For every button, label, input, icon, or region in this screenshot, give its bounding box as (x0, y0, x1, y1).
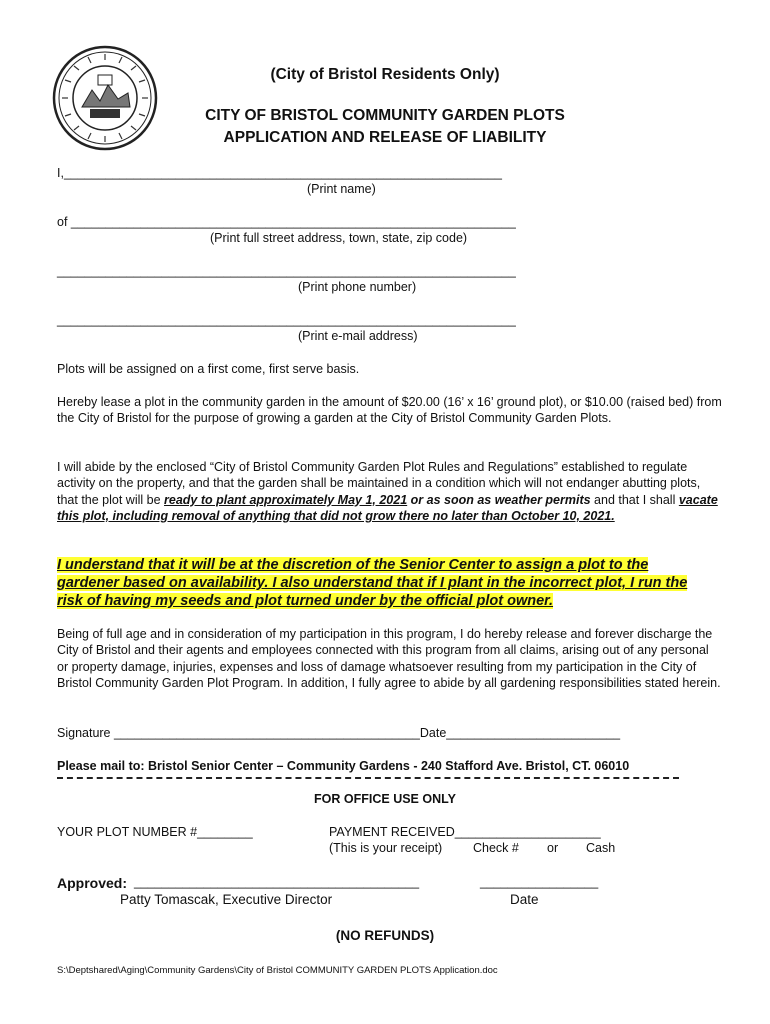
approved-label: Approved: (57, 875, 127, 891)
abide-text-1: I will abide by the enclosed “City of Bristol Community Garden Plot Rules and Regulations” established to regulate activity on the property, and that the garden shall be maintained in a condition which will not endanger abutting plots, that the plot will be (57, 460, 701, 507)
plot-number-field[interactable]: YOUR PLOT NUMBER #________ (57, 825, 253, 839)
director-name: Patty Tomascak, Executive Director (120, 892, 333, 907)
approved-date-caption: Date (510, 892, 539, 907)
name-field-caption: (Print name) (307, 182, 376, 196)
address-field-line[interactable]: of ________________________________________________________________ (57, 215, 516, 229)
cut-divider (57, 777, 679, 779)
phone-field-caption: (Print phone number) (298, 280, 417, 294)
approved-signature-line[interactable]: _________________________________________ (134, 875, 420, 889)
highlight-line-3: risk of having my seeds and plot turned under by the official plot owner. (57, 593, 554, 609)
phone-field-line[interactable]: __________________________________________________________________ (57, 264, 516, 278)
footer-file-path: S:\Deptshared\Aging\Community Gardens\City of Bristol COMMUNITY GARDEN PLOTS Application.doc (57, 965, 498, 976)
residents-only-heading: (City of Bristol Residents Only) (270, 66, 500, 83)
page-title-line2: APPLICATION AND RELEASE OF LIABILITY (223, 129, 547, 146)
mail-to-address: Please mail to: Bristol Senior Center – Community Gardens - 240 Stafford Ave. Bristol, CT. 06010 (57, 759, 630, 773)
first-come-text: Plots will be assigned on a first come, first serve basis. (57, 362, 360, 376)
highlighted-notice (57, 556, 737, 610)
release-text: Being of full age and in consideration of my participation in this program, I do hereby release and forever discharge the City of Bristol and their agents and employees connected with this program from all claims, arising out of any personal or property damage, injuries, expenses and loss of damage whatsoever resulting from my participation in the City of Bristol Community Garden Plot Program. In addition, I fully agree to abide by all gardening responsibilities stated herein. (57, 627, 721, 690)
lease-paragraph (57, 394, 722, 427)
no-refunds-notice: (NO REFUNDS) (335, 928, 435, 943)
payment-received-field[interactable]: PAYMENT RECEIVED_____________________ (329, 825, 601, 839)
office-use-heading: FOR OFFICE USE ONLY (314, 792, 456, 806)
or-label: or (547, 841, 559, 855)
highlight-line-1: I understand that it will be at the discretion of the Senior Center to assign a plot to the (57, 557, 649, 573)
ready-to-plant-date: ready to plant approximately May 1, 2021 (164, 492, 408, 507)
receipt-note: (This is your receipt) (329, 841, 443, 855)
vacate-plot-deadline: vacate this plot, including removal of anything that did not grow there no later than October 10, 2021. (57, 492, 718, 523)
release-paragraph (57, 626, 722, 691)
abide-text-3: and that I shall (590, 492, 679, 507)
page-title-line1: CITY OF BRISTOL COMMUNITY GARDEN PLOTS (205, 107, 565, 124)
weather-permits-text: or as soon as weather permits (407, 492, 591, 507)
approved-date-line[interactable]: _________________ (480, 875, 599, 889)
abide-paragraph (57, 459, 722, 524)
email-field-caption: (Print e-mail address) (298, 329, 418, 343)
check-label: Check # (473, 841, 519, 855)
highlight-line-2: gardener based on availability. I also understand that if I plant in the incorrect plot, I run the (57, 575, 688, 591)
signature-date-line[interactable]: Signature ____________________________________________Date_________________________ (57, 726, 621, 740)
cash-label: Cash (586, 841, 616, 855)
email-field-line[interactable]: __________________________________________________________________ (57, 313, 516, 327)
lease-text: Hereby lease a plot in the community garden in the amount of $20.00 (16’ x 16’ ground plot), or $10.00 (raised bed) from the City of Bristol for the purpose of growing a garden at the City of Bristol Community Garden Plots. (57, 395, 722, 426)
name-field-line[interactable]: I,_______________________________________________________________ (57, 166, 502, 180)
address-field-caption: (Print full street address, town, state, zip code) (210, 231, 468, 245)
